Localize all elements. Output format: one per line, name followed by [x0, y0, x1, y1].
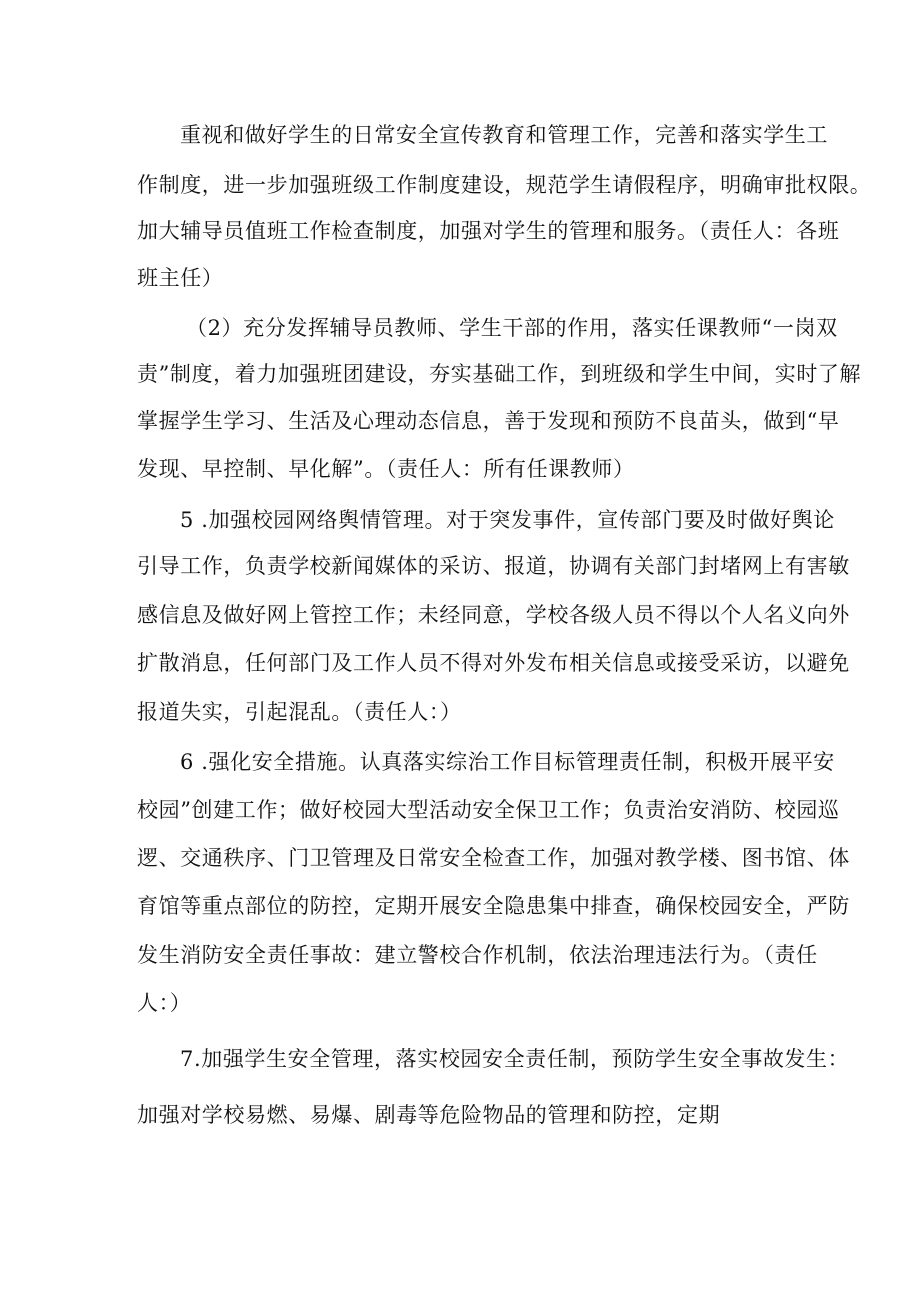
paragraph-line: 引导工作，负责学校新闻媒体的采访、报道，协调有关部门封堵网上有害敏: [137, 554, 850, 578]
paragraph-line: 6 .强化安全措施。认真落实综治工作目标管理责任制，积极开展平安: [180, 750, 835, 774]
paragraph-line: 人：）: [137, 991, 192, 1015]
paragraph-line: 责”制度，着力加强班团建设，夯实基础工作，到班级和学生中间，实时了解: [137, 362, 862, 386]
paragraph-line: 报道失实，引起混乱。（责任人：）: [137, 700, 462, 724]
paragraph-line: 扩散消息，任何部门及工作人员不得对外发布相关信息或接受采访，以避免: [137, 651, 850, 675]
paragraph-line: 育馆等重点部位的防控，定期开展安全隐患集中排查，确保校园安全，严防: [137, 894, 850, 918]
paragraph-line: 感信息及做好网上管控工作；未经同意，学校各级人员不得以个人名义向外: [137, 603, 850, 627]
paragraph-line: 班主任）: [137, 266, 224, 290]
paragraph-line: 发生消防安全责任事故：建立警校合作机制，依法治理违法行为。（责任: [137, 943, 818, 967]
paragraph-line: 重视和做好学生的日常安全宣传教育和管理工作，完善和落实学生工: [180, 123, 828, 147]
paragraph-line: 作制度，进一步加强班级工作制度建设，规范学生请假程序，明确审批权限。: [137, 173, 872, 197]
paragraph-line: 7.加强学生安全管理，落实校园安全责任制，预防学生安全事故发生：: [180, 1047, 850, 1071]
paragraph-line: 校园”创建工作；做好校园大型活动安全保卫工作；负责治安消防、校园巡: [137, 798, 840, 822]
paragraph-line: 加强对学校易燃、易爆、剧毒等危险物品的管理和防控，定期: [137, 1103, 721, 1127]
paragraph-line: 逻、交通秩序、门卫管理及日常安全检查工作，加强对教学楼、图书馆、体: [137, 846, 850, 870]
paragraph-line: 发现、早控制、早化解”。（责任人：所有任课教师）: [137, 457, 635, 481]
paragraph-line: 掌握学生学习、生活及心理动态信息，善于发现和预防不良苗头，做到“早: [137, 409, 840, 433]
paragraph-line: 5 .加强校园网络舆情管理。对于突发事件，宣传部门要及时做好舆论: [180, 508, 835, 532]
paragraph-line: （2）充分发挥辅导员教师、学生干部的作用，落实任课教师“一岗双: [186, 316, 838, 340]
paragraph-line: 加大辅导员值班工作检查制度，加强对学生的管理和服务。（责任人：各班: [137, 219, 840, 243]
